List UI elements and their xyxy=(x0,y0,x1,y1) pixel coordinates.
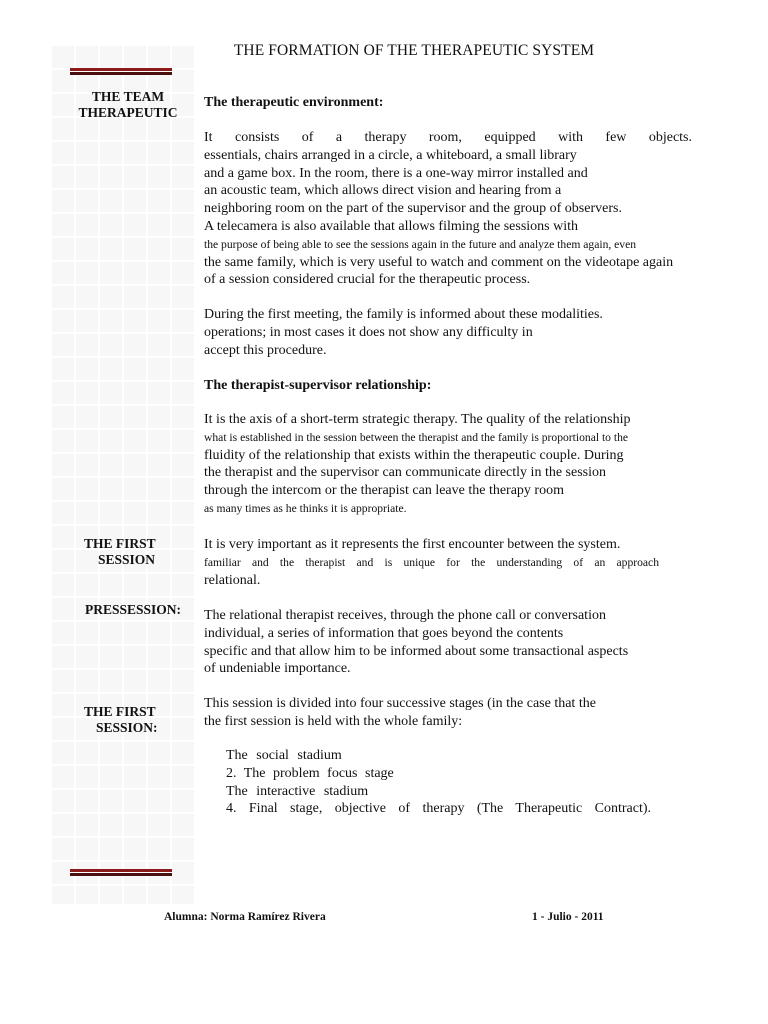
page-title: THE FORMATION OF THE THERAPEUTIC SYSTEM xyxy=(233,42,595,59)
decorative-bar-top xyxy=(70,68,172,75)
list-item: The social stadium xyxy=(226,748,342,763)
paragraph-session-stages xyxy=(204,695,692,731)
text-line: During the first meeting, the family is informed about these modalities. xyxy=(204,307,603,322)
text-line: It consists of a therapy room, equipped with few objects. xyxy=(204,130,692,145)
paragraph-relationship xyxy=(204,411,692,518)
text-line: A telecamera is also available that allows filming the sessions with xyxy=(204,218,579,234)
text-line: an acoustic team, which allows direct vision and hearing from a xyxy=(204,183,562,199)
list-item: 2. The problem focus stage xyxy=(226,765,394,781)
text-line: neighboring room on the part of the supervisor and the group of observers. xyxy=(204,201,622,217)
footer-student-name: Alumna: Norma Ramírez Rivera xyxy=(164,911,326,923)
text-line: essentials, chairs arranged in a circle, a whiteboard, a small library xyxy=(204,147,577,163)
text-line: as many times as he thinks it is appropriate. xyxy=(204,501,407,515)
text-line: the therapist and the supervisor can communicate directly in the session xyxy=(204,465,606,481)
sidebar-label-pressession: PRESSESSION: xyxy=(85,602,182,617)
text-line: relational. xyxy=(204,572,261,588)
text-line: operations; in most cases it does not show any difficulty in xyxy=(204,324,533,340)
text-line: and a game box. In the room, there is a one-way mirror installed and xyxy=(204,165,588,181)
decorative-bar-bottom xyxy=(70,869,172,876)
text-line: of a session considered crucial for the therapeutic process. xyxy=(204,272,531,288)
text-line: what is established in the session between the therapist and the family is proportional to the xyxy=(204,430,629,444)
text-line: specific and that allow him to be informed about some transactional aspects xyxy=(204,643,629,659)
text-line: This session is divided into four successive stages (in the case that the xyxy=(204,696,596,711)
text-line: the purpose of being able to see the sessions again in the future and analyze them again, even xyxy=(204,237,637,251)
sidebar-label-first-session: THE FIRST SESSION xyxy=(84,536,156,567)
text-line: familiar and the therapist and is unique for the understanding of an approach xyxy=(204,555,659,569)
text-line: through the intercom or the therapist can leave the therapy room xyxy=(204,483,564,499)
sidebar-background xyxy=(50,44,194,904)
text-line: fluidity of the relationship that exists within the therapeutic couple. During xyxy=(204,447,624,463)
text-line: of undeniable importance. xyxy=(204,661,351,677)
text-line: accept this procedure. xyxy=(204,342,327,358)
paragraph-environment xyxy=(204,129,692,289)
text-line: It is very important as it represents the first encounter between the system. xyxy=(204,537,621,552)
paragraph-pressession xyxy=(204,607,692,678)
paragraph-first-session xyxy=(204,536,692,589)
list-item: 4. Final stage, objective of therapy (The Therapeutic Contract). xyxy=(226,801,651,817)
sidebar-label-first-session-2: THE FIRST SESSION: xyxy=(84,704,158,735)
paragraph-first-meeting xyxy=(204,306,692,359)
list-item: The interactive stadium xyxy=(226,783,369,799)
text-line: the first session is held with the whole family: xyxy=(204,713,463,729)
section-heading-environment: The therapeutic environment: xyxy=(204,95,384,110)
text-line: individual, a series of information that goes beyond the contents xyxy=(204,625,564,641)
text-line: the same family, which is very useful to watch and comment on the videotape again xyxy=(204,254,674,270)
footer-date: 1 - Julio - 2011 xyxy=(532,911,604,923)
stages-list xyxy=(226,747,651,818)
section-heading-relationship: The therapist-supervisor relationship: xyxy=(204,378,432,393)
text-line: It is the axis of a short-term strategic therapy. The quality of the relationship xyxy=(204,412,631,427)
sidebar-label-team: THE TEAM THERAPEUTIC xyxy=(78,89,178,120)
text-line: The relational therapist receives, through the phone call or conversation xyxy=(204,608,606,623)
